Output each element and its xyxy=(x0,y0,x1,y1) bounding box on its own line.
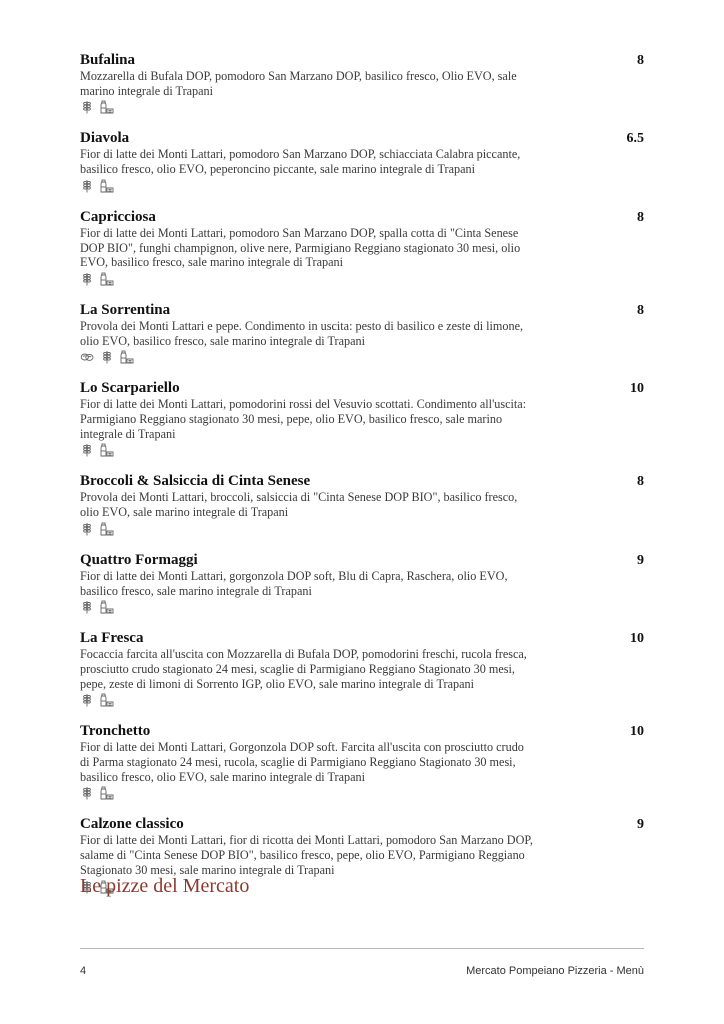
wheat-icon xyxy=(80,443,94,457)
allergen-icons xyxy=(80,99,644,115)
menu-item-header xyxy=(80,52,644,69)
wheat-icon xyxy=(100,350,114,364)
menu-item-description: Fior di latte dei Monti Lattari, gorgonzola DOP soft, Blu di Capra, Raschera, olio EVO, basilico fresco, sale marino integrale di Trapani xyxy=(80,568,508,598)
menu-item-description: Provola dei Monti Lattari, broccoli, salsiccia di "Cinta Senese DOP BIO", basilico fresco, olio EVO, sale marino integrale di Trapani xyxy=(80,490,518,520)
menu-item-price: 6.5 xyxy=(626,131,644,147)
menu-item-header xyxy=(80,380,644,397)
wheat-icon xyxy=(80,786,94,800)
menu-item xyxy=(80,302,644,365)
wheat-icon xyxy=(80,522,94,536)
menu-item-price: 9 xyxy=(637,552,644,568)
menu-item-name: Tronchetto xyxy=(80,723,151,740)
lactose-icon xyxy=(100,522,114,536)
footer-document-title: Mercato Pompeiano Pizzeria - Menù xyxy=(466,965,644,977)
menu-item-name: Bufalina xyxy=(80,52,136,68)
lactose-icon xyxy=(100,272,114,286)
menu-item-price: 10 xyxy=(630,381,644,397)
menu-item-price: 8 xyxy=(637,474,644,490)
menu-item-description: Provola dei Monti Lattari e pepe. Condimento in uscita: pesto di basilico e zeste di limone, olio EVO, basilico fresco, sale marino integrale di Trapani xyxy=(80,318,524,348)
allergen-icons xyxy=(80,178,644,194)
menu-item-description: Fior di latte dei Monti Lattari, pomodoro San Marzano DOP, schiacciata Calabra piccante, basilico fresco, olio EVO, peperoncino piccante, sale marino integrale di Trapani xyxy=(80,147,521,177)
menu-item-name: La Fresca xyxy=(80,630,144,647)
menu-item-description: Fior di latte dei Monti Lattari, pomodoro San Marzano DOP, spalla cotta di "Cinta Senese DOP BIO", funghi champignon, olive nere, Parmigiano Reggiano stagionato 30 mesi, olio EVO, basilico fresco, sale marino integrale di Trapani xyxy=(80,225,521,270)
lactose-icon xyxy=(100,100,114,114)
menu-item-price: 10 xyxy=(630,724,644,740)
menu-item-name: Quattro Formaggi xyxy=(80,551,198,568)
menu-item-description: Mozzarella di Bufala DOP, pomodoro San Marzano DOP, basilico fresco, Olio EVO, sale marino integrale di Trapani xyxy=(80,69,517,98)
menu-item xyxy=(80,630,644,708)
wheat-icon xyxy=(80,600,94,614)
menu-item xyxy=(80,130,644,193)
allergen-icons xyxy=(80,692,644,708)
wheat-icon xyxy=(80,100,94,114)
menu-item-price: 8 xyxy=(637,53,644,68)
menu-item-name: Capricciosa xyxy=(80,208,156,225)
menu-item-price: 8 xyxy=(637,302,644,318)
menu-item-description: Focaccia farcita all'uscita con Mozzarella di Bufala DOP, pomodorini freschi, rucola fresca, prosciutto crudo stagionato 24 mesi, scaglie di Parmigiano Reggiano Stagionato 30 mesi, pepe, zeste di limoni di Sorrento IGP, olio EVO, sale marino integrale di Trapani xyxy=(80,647,527,691)
menu-item-header xyxy=(80,630,644,647)
menu-item-description: Fior di latte dei Monti Lattari, Gorgonzola DOP soft. Farcita all'uscita con prosciutto crudo di Parma stagionato 24 mesi, rucola, scaglie di Parmigiano Reggiano Stagionato 30 mesi, basilico fresco, olio EVO, sale marino integrale di Trapani xyxy=(80,740,524,784)
menu-item-description: Fior di latte dei Monti Lattari, fior di ricotta dei Monti Lattari, pomodoro San Marzano DOP, salame di "Cinta Senese DOP BIO", basilico fresco, pepe, olio EVO, Parmigiano Reggiano Stagionato 30 mesi, sale marino integrale di Trapani xyxy=(80,833,533,877)
menu-item-header xyxy=(80,552,644,569)
menu-item-header xyxy=(80,130,644,147)
menu-item-header xyxy=(80,473,644,490)
lactose-icon xyxy=(100,693,114,707)
allergen-icons xyxy=(80,271,644,287)
menu-item-name: Calzone classico xyxy=(80,816,184,833)
menu-item xyxy=(80,52,644,115)
menu-item-name: Diavola xyxy=(80,130,130,147)
allergen-icons xyxy=(80,521,644,537)
menu-item xyxy=(80,380,644,458)
allergen-icons xyxy=(80,599,644,615)
wheat-icon xyxy=(80,693,94,707)
menu-item-price: 10 xyxy=(630,631,644,647)
lactose-icon xyxy=(120,350,134,364)
menu-item-name: Broccoli & Salsiccia di Cinta Senese xyxy=(80,473,311,490)
menu-item-header xyxy=(80,816,644,833)
menu-item-description: Fior di latte dei Monti Lattari, pomodorini rossi del Vesuvio scottati. Condimento all'uscita: Parmigiano Reggiano stagionato 30 mesi, pepe, olio EVO, basilico fresco, sale marino integrale di Trapani xyxy=(80,397,527,441)
allergen-icons xyxy=(80,349,644,365)
menu-item-name: Lo Scarpariello xyxy=(80,380,180,397)
lactose-icon xyxy=(100,443,114,457)
footer-page-number: 4 xyxy=(80,965,87,977)
menu-item xyxy=(80,723,644,801)
allergen-icons xyxy=(80,442,644,458)
menu-item-name: La Sorrentina xyxy=(80,301,171,318)
menu-item-header xyxy=(80,302,644,319)
section-title: Le pizze del Mercato xyxy=(80,875,250,897)
nuts-icon xyxy=(80,350,94,364)
lactose-icon xyxy=(100,179,114,193)
footer-divider xyxy=(80,948,644,949)
wheat-icon xyxy=(80,272,94,286)
menu-item-list xyxy=(80,52,644,910)
lactose-icon xyxy=(100,600,114,614)
wheat-icon xyxy=(80,179,94,193)
menu-item-header xyxy=(80,723,644,740)
menu-item xyxy=(80,473,644,536)
menu-item-header xyxy=(80,209,644,226)
allergen-icons xyxy=(80,785,644,801)
menu-item-price: 8 xyxy=(637,209,644,225)
lactose-icon xyxy=(100,786,114,800)
menu-item xyxy=(80,209,644,287)
menu-item xyxy=(80,552,644,615)
menu-item-price: 9 xyxy=(637,817,644,833)
